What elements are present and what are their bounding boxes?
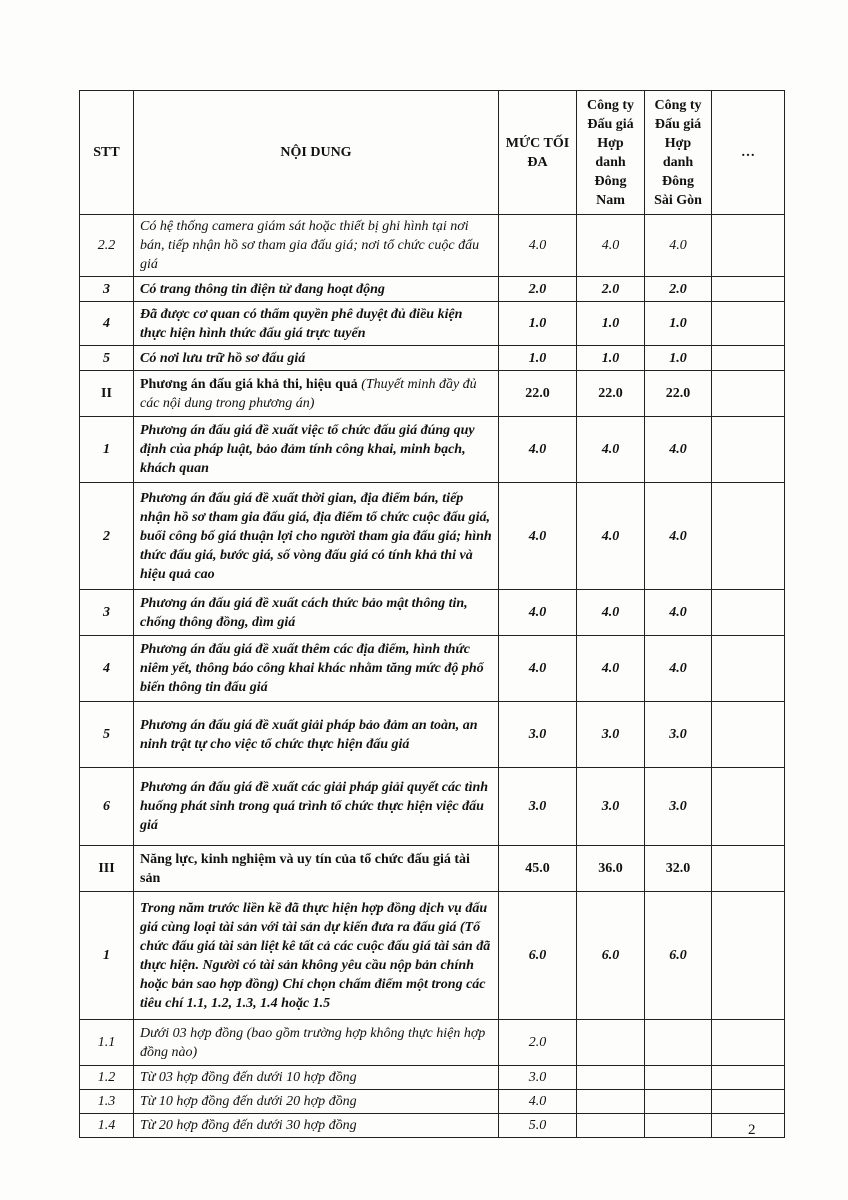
table-row [80,1114,785,1138]
row-stt: 4 [80,302,134,346]
row-stt: III [80,846,134,892]
row-content: Dưới 03 hợp đồng (bao gồm trường hợp không thực hiện hợp đồng nào) [134,1020,499,1066]
row-max: 1.0 [499,346,577,371]
row-max: 4.0 [499,636,577,702]
table-row [80,215,785,277]
row-max: 3.0 [499,768,577,846]
row-stt: II [80,371,134,417]
row-content: Phương án đấu giá đề xuất cách thức bảo mật thông tin, chống thông đồng, dìm giá [134,590,499,636]
row-max: 5.0 [499,1114,577,1138]
row-score-company1: 1.0 [577,346,645,371]
row-score-company1 [577,1020,645,1066]
row-score-company1 [577,1090,645,1114]
row-content: Phương án đấu giá đề xuất các giải pháp giải quyết các tình huống phát sinh trong quá trình tổ chức thực hiện việc đấu giá [134,768,499,846]
row-stt: 1.4 [80,1114,134,1138]
row-score-company2: 6.0 [645,892,712,1020]
row-score-company2: 32.0 [645,846,712,892]
row-score-company2 [645,1020,712,1066]
row-content: Phương án đấu giá đề xuất giải pháp bảo đảm an toàn, an ninh trật tự cho việc tổ chức thực hiện đấu giá [134,702,499,768]
row-content: Từ 10 hợp đồng đến dưới 20 hợp đồng [134,1090,499,1114]
row-content: Phương án đấu giá đề xuất việc tổ chức đấu giá đúng quy định của pháp luật, bảo đảm tính công khai, minh bạch, khách quan [134,417,499,483]
row-empty [712,215,785,277]
row-score-company2: 4.0 [645,215,712,277]
row-score-company1 [577,1066,645,1090]
row-max: 2.0 [499,277,577,302]
row-stt: 3 [80,590,134,636]
table-row [80,371,785,417]
row-empty [712,1090,785,1114]
row-score-company1: 2.0 [577,277,645,302]
row-score-company1: 4.0 [577,417,645,483]
row-score-company2 [645,1114,712,1138]
row-score-company2: 2.0 [645,277,712,302]
row-score-company2: 3.0 [645,768,712,846]
row-empty [712,590,785,636]
table-row [80,302,785,346]
row-max: 3.0 [499,1066,577,1090]
row-content [134,371,499,417]
row-empty [712,636,785,702]
scoring-table [79,90,785,1138]
header-company-dong-nam: Công ty Đấu giá Hợp danh Đông Nam [577,91,645,215]
table-row [80,846,785,892]
header-content: NỘI DUNG [134,91,499,215]
table-row [80,1090,785,1114]
row-max: 1.0 [499,302,577,346]
row-score-company1: 22.0 [577,371,645,417]
row-empty [712,483,785,590]
row-empty [712,892,785,1020]
row-score-company1: 6.0 [577,892,645,1020]
row-empty [712,277,785,302]
row-score-company1: 4.0 [577,215,645,277]
table-row [80,1020,785,1066]
row-stt: 6 [80,768,134,846]
row-content: Từ 20 hợp đồng đến dưới 30 hợp đồng [134,1114,499,1138]
row-empty [712,371,785,417]
row-stt: 3 [80,277,134,302]
row-score-company2 [645,1066,712,1090]
row-stt: 1 [80,417,134,483]
row-score-company1: 3.0 [577,702,645,768]
row-content: Từ 03 hợp đồng đến dưới 10 hợp đồng [134,1066,499,1090]
row-stt: 1.2 [80,1066,134,1090]
row-empty [712,302,785,346]
row-max: 4.0 [499,483,577,590]
row-score-company1: 4.0 [577,590,645,636]
row-stt: 1.3 [80,1090,134,1114]
table-header-row [80,91,785,215]
row-score-company2: 4.0 [645,417,712,483]
row-empty [712,1020,785,1066]
table-row [80,892,785,1020]
row-score-company2: 22.0 [645,371,712,417]
table-row [80,636,785,702]
table-row [80,483,785,590]
row-score-company1: 3.0 [577,768,645,846]
row-empty [712,346,785,371]
table-row [80,417,785,483]
row-score-company2: 1.0 [645,346,712,371]
row-content: Phương án đấu giá đề xuất thêm các địa điểm, hình thức niêm yết, thông báo công khai khác nhằm tăng mức độ phổ biến thông tin đấu giá [134,636,499,702]
row-content: Có hệ thống camera giám sát hoặc thiết bị ghi hình tại nơi bán, tiếp nhận hồ sơ tham gia đấu giá; nơi tổ chức cuộc đấu giá [134,215,499,277]
row-score-company2 [645,1090,712,1114]
row-max: 4.0 [499,1090,577,1114]
row-score-company1: 36.0 [577,846,645,892]
row-max: 4.0 [499,215,577,277]
row-score-company2: 4.0 [645,483,712,590]
row-max: 45.0 [499,846,577,892]
row-score-company2: 1.0 [645,302,712,346]
row-score-company1 [577,1114,645,1138]
row-empty [712,417,785,483]
header-max-score: MỨC TỐI ĐA [499,91,577,215]
table-row [80,768,785,846]
row-content: Có trang thông tin điện tử đang hoạt động [134,277,499,302]
row-max: 2.0 [499,1020,577,1066]
header-stt: STT [80,91,134,215]
row-empty [712,846,785,892]
row-empty [712,702,785,768]
row-empty [712,768,785,846]
row-max: 6.0 [499,892,577,1020]
table-row [80,277,785,302]
row-score-company1: 1.0 [577,302,645,346]
row-stt: 5 [80,702,134,768]
row-max: 22.0 [499,371,577,417]
row-score-company1: 4.0 [577,483,645,590]
row-content: Có nơi lưu trữ hồ sơ đấu giá [134,346,499,371]
table-row [80,702,785,768]
row-score-company2: 4.0 [645,636,712,702]
row-content: Đã được cơ quan có thẩm quyền phê duyệt đủ điều kiện thực hiện hình thức đấu giá trực tuyến [134,302,499,346]
page-number: 2 [748,1122,756,1138]
row-content-main: Phương án đấu giá khả thi, hiệu quả [140,376,362,392]
row-stt: 5 [80,346,134,371]
row-stt: 2.2 [80,215,134,277]
row-score-company2: 3.0 [645,702,712,768]
row-content-note: (Thuyết minh đầy đủ các nội dung trong phương án) [140,376,477,411]
row-max: 4.0 [499,590,577,636]
header-company-dong-sai-gon: Công ty Đấu giá Hợp danh Đông Sài Gòn [645,91,712,215]
row-stt: 1 [80,892,134,1020]
table-row [80,590,785,636]
row-score-company1: 4.0 [577,636,645,702]
row-content: Trong năm trước liền kề đã thực hiện hợp đồng dịch vụ đấu giá cùng loại tài sản với tài sản dự kiến đưa ra đấu giá (Tổ chức đấu giá tài sản liệt kê tất cả các cuộc đấu giá tài sản đã thực hiện. Người có tài sản không yêu cầu nộp bản chính hoặc bản sao hợp đồng) Chỉ chọn chấm điểm một trong các tiêu chí 1.1, 1.2, 1.3, 1.4 hoặc 1.5 [134,892,499,1020]
table-row [80,346,785,371]
header-more: … [712,91,785,215]
row-stt: 1.1 [80,1020,134,1066]
row-stt: 2 [80,483,134,590]
row-empty [712,1066,785,1090]
row-max: 4.0 [499,417,577,483]
row-content: Năng lực, kinh nghiệm và uy tín của tổ chức đấu giá tài sản [134,846,499,892]
row-max: 3.0 [499,702,577,768]
row-stt: 4 [80,636,134,702]
table-row [80,1066,785,1090]
row-content: Phương án đấu giá đề xuất thời gian, địa điểm bán, tiếp nhận hồ sơ tham gia đấu giá, địa điểm tổ chức cuộc đấu giá, buổi công bố giá thuận lợi cho người tham gia đấu giá; hình thức đấu giá, bước giá, số vòng đấu giá có tính khả thi và hiệu quả cao [134,483,499,590]
row-score-company2: 4.0 [645,590,712,636]
